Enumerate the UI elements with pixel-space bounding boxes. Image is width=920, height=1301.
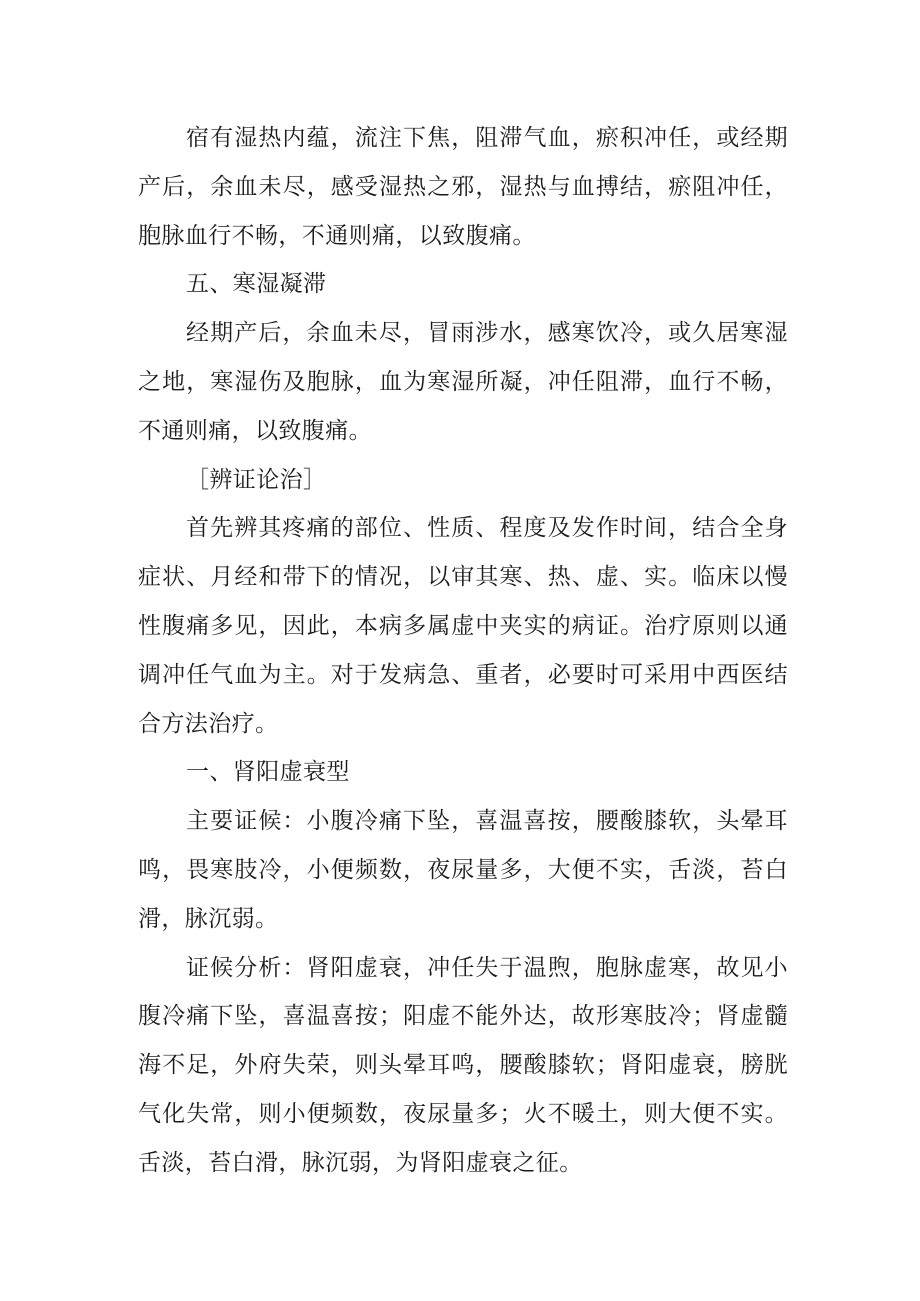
section-heading-differentiation: ［辨证论治］ <box>186 466 327 493</box>
document-body <box>138 114 788 1188</box>
paragraph-main-symptoms: 主要证候：小腹冷痛下坠，喜温喜按，腰酸膝软，头晕耳鸣，畏寒肢冷，小便频数，夜尿量多，大便不实，舌淡，苔白滑，脉沉弱。 <box>138 808 788 932</box>
section-heading-kidney-yang: 一、肾阳虚衰型 <box>186 759 350 786</box>
paragraph-damp-heat-cause: 宿有湿热内蕴，流注下焦，阻滞气血，瘀积冲任，或经期产后，余血未尽，感受湿热之邪，湿热与血搏结，瘀阻冲任，胞脉血行不畅，不通则痛，以致腹痛。 <box>138 125 788 249</box>
section-heading-cold-damp: 五、寒湿凝滞 <box>186 271 327 298</box>
paragraph-differentiation: 首先辨其疼痛的部位、性质、程度及发作时间，结合全身症状、月经和带下的情况，以审其寒、热、虚、实。临床以慢性腹痛多见，因此，本病多属虚中夹实的病证。治疗原则以通调冲任气血为主。对于发病急、重者，必要时可采用中西医结合方法治疗。 <box>138 515 788 737</box>
paragraph-symptom-analysis: 证候分析：肾阳虚衰，冲任失于温煦，胞脉虚寒，故见小腹冷痛下坠，喜温喜按；阳虚不能外达，故形寒肢冷；肾虚髓海不足，外府失荣，则头晕耳鸣，腰酸膝软；肾阳虚衰，膀胱气化失常，则小便频数，夜尿量多；火不暖土，则大便不实。舌淡，苔白滑，脉沉弱，为肾阳虚衰之征。 <box>138 954 788 1176</box>
paragraph-cold-damp-cause: 经期产后，余血未尽，冒雨涉水，感寒饮冷，或久居寒湿之地，寒湿伤及胞脉，血为寒湿所凝，冲任阻滞，血行不畅，不通则痛，以致腹痛。 <box>138 320 788 444</box>
